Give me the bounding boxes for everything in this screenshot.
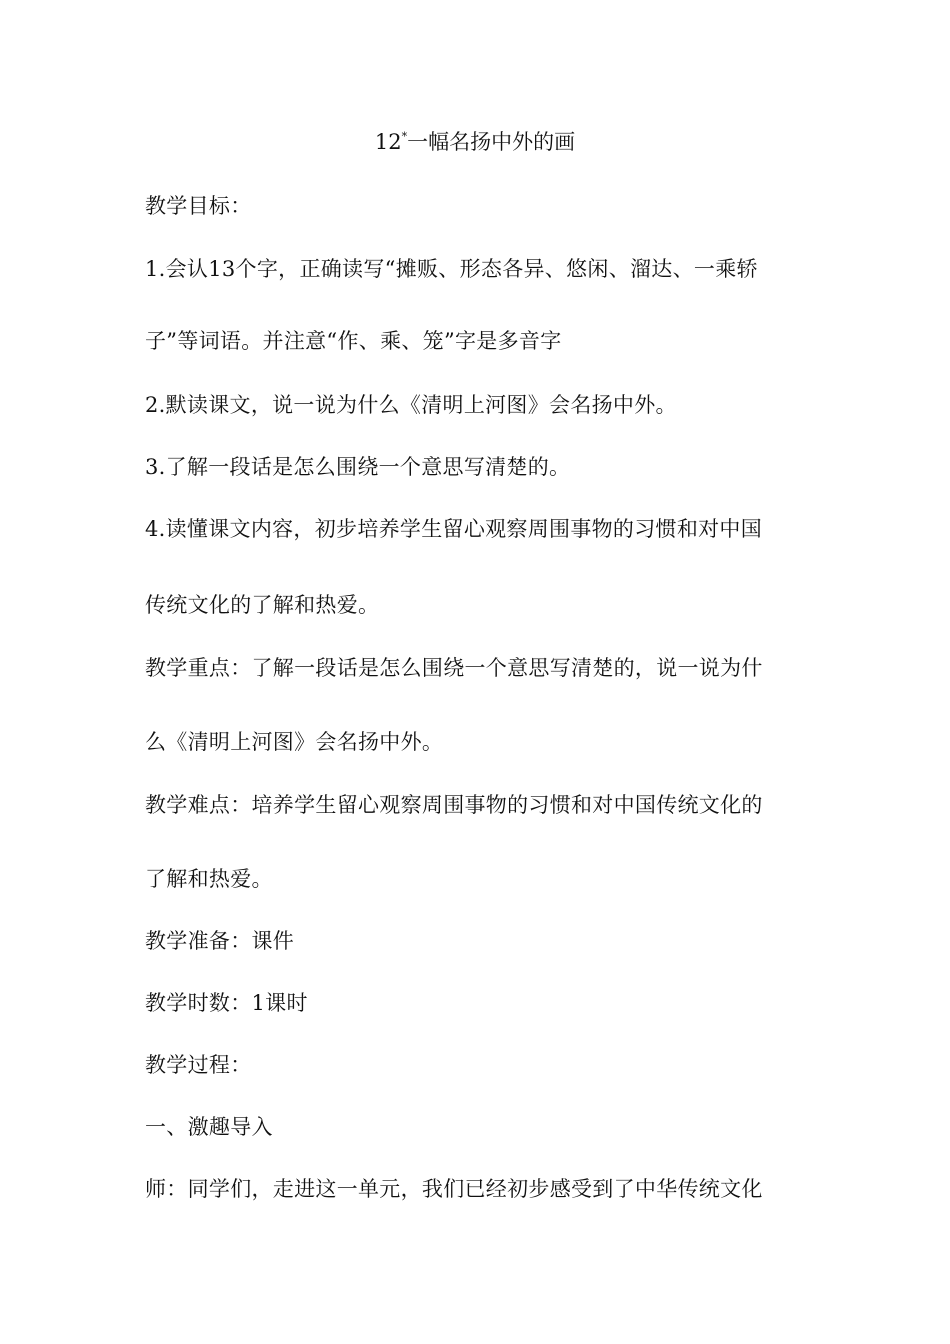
- title-text: 一幅名扬中外的画: [407, 130, 576, 154]
- goal-1-line-2: 子”等词语。并注意“作、乘、笼”字是多音字: [145, 329, 562, 353]
- title-number: 12: [374, 130, 402, 154]
- goal-4-line-2: 传统文化的了解和热爱。: [145, 593, 380, 617]
- difficulty-line-2: 了解和热爱。: [145, 867, 273, 891]
- section-1-heading: 一、激趣导入: [145, 1115, 273, 1139]
- goal-4-line-1: 4.读懂课文内容，初步培养学生留心观察周围事物的习惯和对中国: [145, 517, 763, 541]
- class-hours: 教学时数：1课时: [145, 991, 308, 1015]
- difficulty-line-1: 教学难点：培养学生留心观察周围事物的习惯和对中国传统文化的: [145, 793, 763, 817]
- key-point-line-2: 么《清明上河图》会名扬中外。: [145, 730, 444, 754]
- goal-3: 3.了解一段话是怎么围绕一个意思写清楚的。: [145, 455, 571, 479]
- heading-teaching-process: 教学过程：: [145, 1053, 252, 1077]
- document-title: [0, 129, 950, 155]
- heading-teaching-goals: 教学目标：: [145, 194, 252, 218]
- preparation: 教学准备：课件: [145, 929, 295, 953]
- title-asterisk: *: [401, 130, 408, 143]
- teacher-speech: 师：同学们，走进这一单元，我们已经初步感受到了中华传统文化: [145, 1177, 763, 1201]
- goal-1-line-1: 1.会认13个字，正确读写“摊贩、形态各异、悠闲、溜达、一乘轿: [145, 257, 758, 281]
- key-point-line-1: 教学重点：了解一段话是怎么围绕一个意思写清楚的，说一说为什: [145, 656, 763, 680]
- goal-2: 2.默读课文，说一说为什么《清明上河图》会名扬中外。: [145, 393, 677, 417]
